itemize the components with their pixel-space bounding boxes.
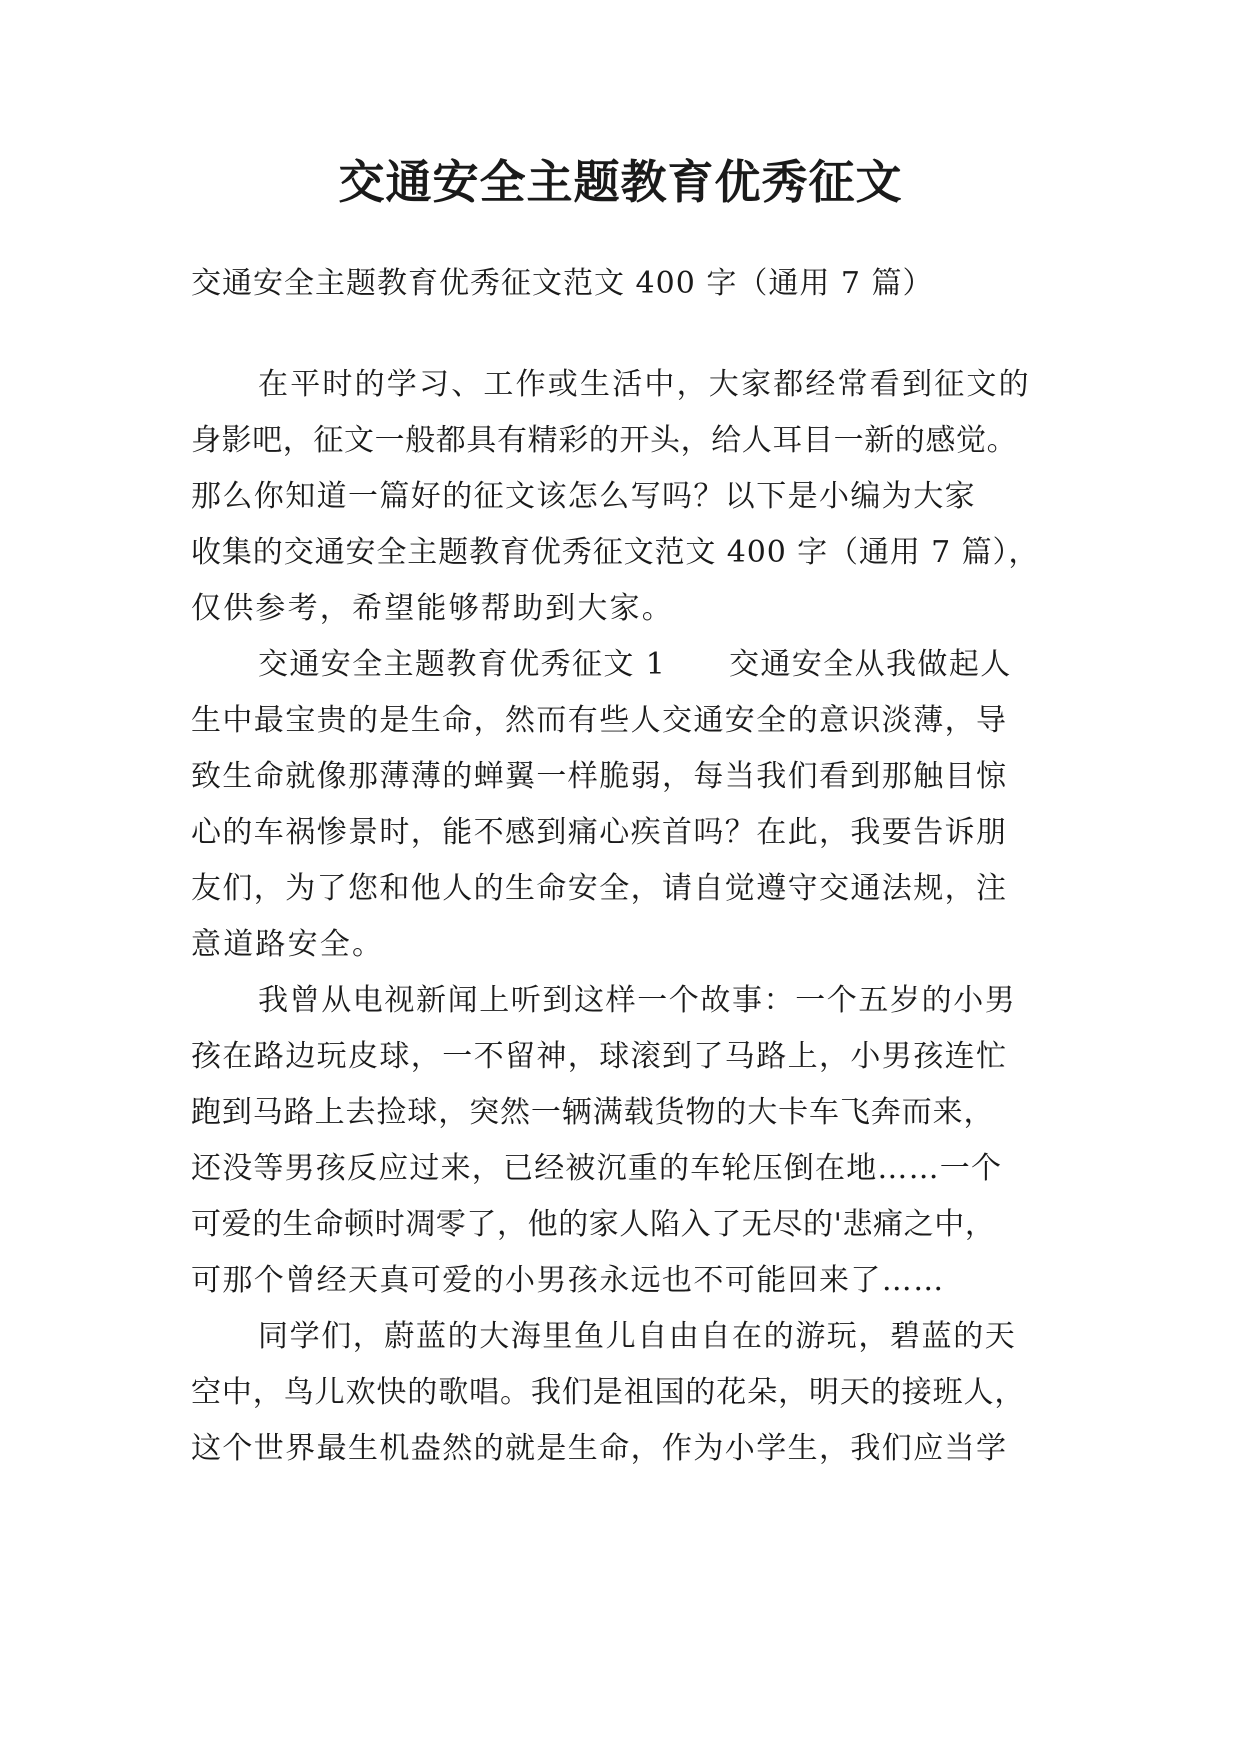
body-line-5: 仅供参考，希望能够帮助到大家。	[191, 591, 674, 626]
body-line-16: 可爱的生命顿时凋零了，他的家人陷入了无尽的'悲痛之中，	[191, 1207, 996, 1242]
body-line-4: 收集的交通安全主题教育优秀征文范文 400 字（通用 7 篇），	[191, 535, 1040, 570]
body-line-12: 我曾从电视新闻上听到这样一个故事：一个五岁的小男	[258, 983, 1017, 1018]
document-subtitle: 交通安全主题教育优秀征文范文 400 字（通用 7 篇）	[191, 266, 934, 301]
body-line-3: 那么你知道一篇好的征文该怎么写吗？以下是小编为大家	[191, 479, 976, 514]
body-line-17: 可那个曾经天真可爱的小男孩永远也不可能回来了……	[191, 1263, 945, 1298]
body-line-1: 在平时的学习、工作或生活中，大家都经常看到征文的	[258, 367, 1031, 402]
body-line-7: 生中最宝贵的是生命，然而有些人交通安全的意识淡薄，导	[191, 703, 1008, 738]
body-line-19: 空中，鸟儿欢快的歌唱。我们是祖国的花朵，明天的接班人，	[191, 1375, 1026, 1410]
body-line-14: 跑到马路上去捡球，突然一辆满载货物的大卡车飞奔而来，	[191, 1095, 995, 1130]
body-line-13: 孩在路边玩皮球，一不留神，球滚到了马路上，小男孩连忙	[191, 1039, 1008, 1074]
body-line-6: 交通安全主题教育优秀征文 1 交通安全从我做起人	[258, 647, 1012, 682]
body-line-8: 致生命就像那薄薄的蝉翼一样脆弱，每当我们看到那触目惊	[191, 759, 1008, 794]
body-line-20: 这个世界最生机盎然的就是生命，作为小学生，我们应当学	[191, 1431, 1008, 1466]
body-line-18: 同学们，蔚蓝的大海里鱼儿自由自在的游玩，碧蓝的天	[258, 1319, 1017, 1354]
body-line-15: 还没等男孩反应过来，已经被沉重的车轮压倒在地……一个	[191, 1151, 1003, 1186]
body-line-11: 意道路安全。	[191, 927, 385, 962]
document-title: 交通安全主题教育优秀征文	[338, 155, 903, 209]
body-line-9: 心的车祸惨景时，能不感到痛心疾首吗？在此，我要告诉朋	[191, 815, 1008, 850]
body-line-10: 友们，为了您和他人的生命安全，请自觉遵守交通法规，注	[191, 871, 1008, 906]
body-line-2: 身影吧，征文一般都具有精彩的开头，给人耳目一新的感觉。	[191, 423, 1018, 458]
